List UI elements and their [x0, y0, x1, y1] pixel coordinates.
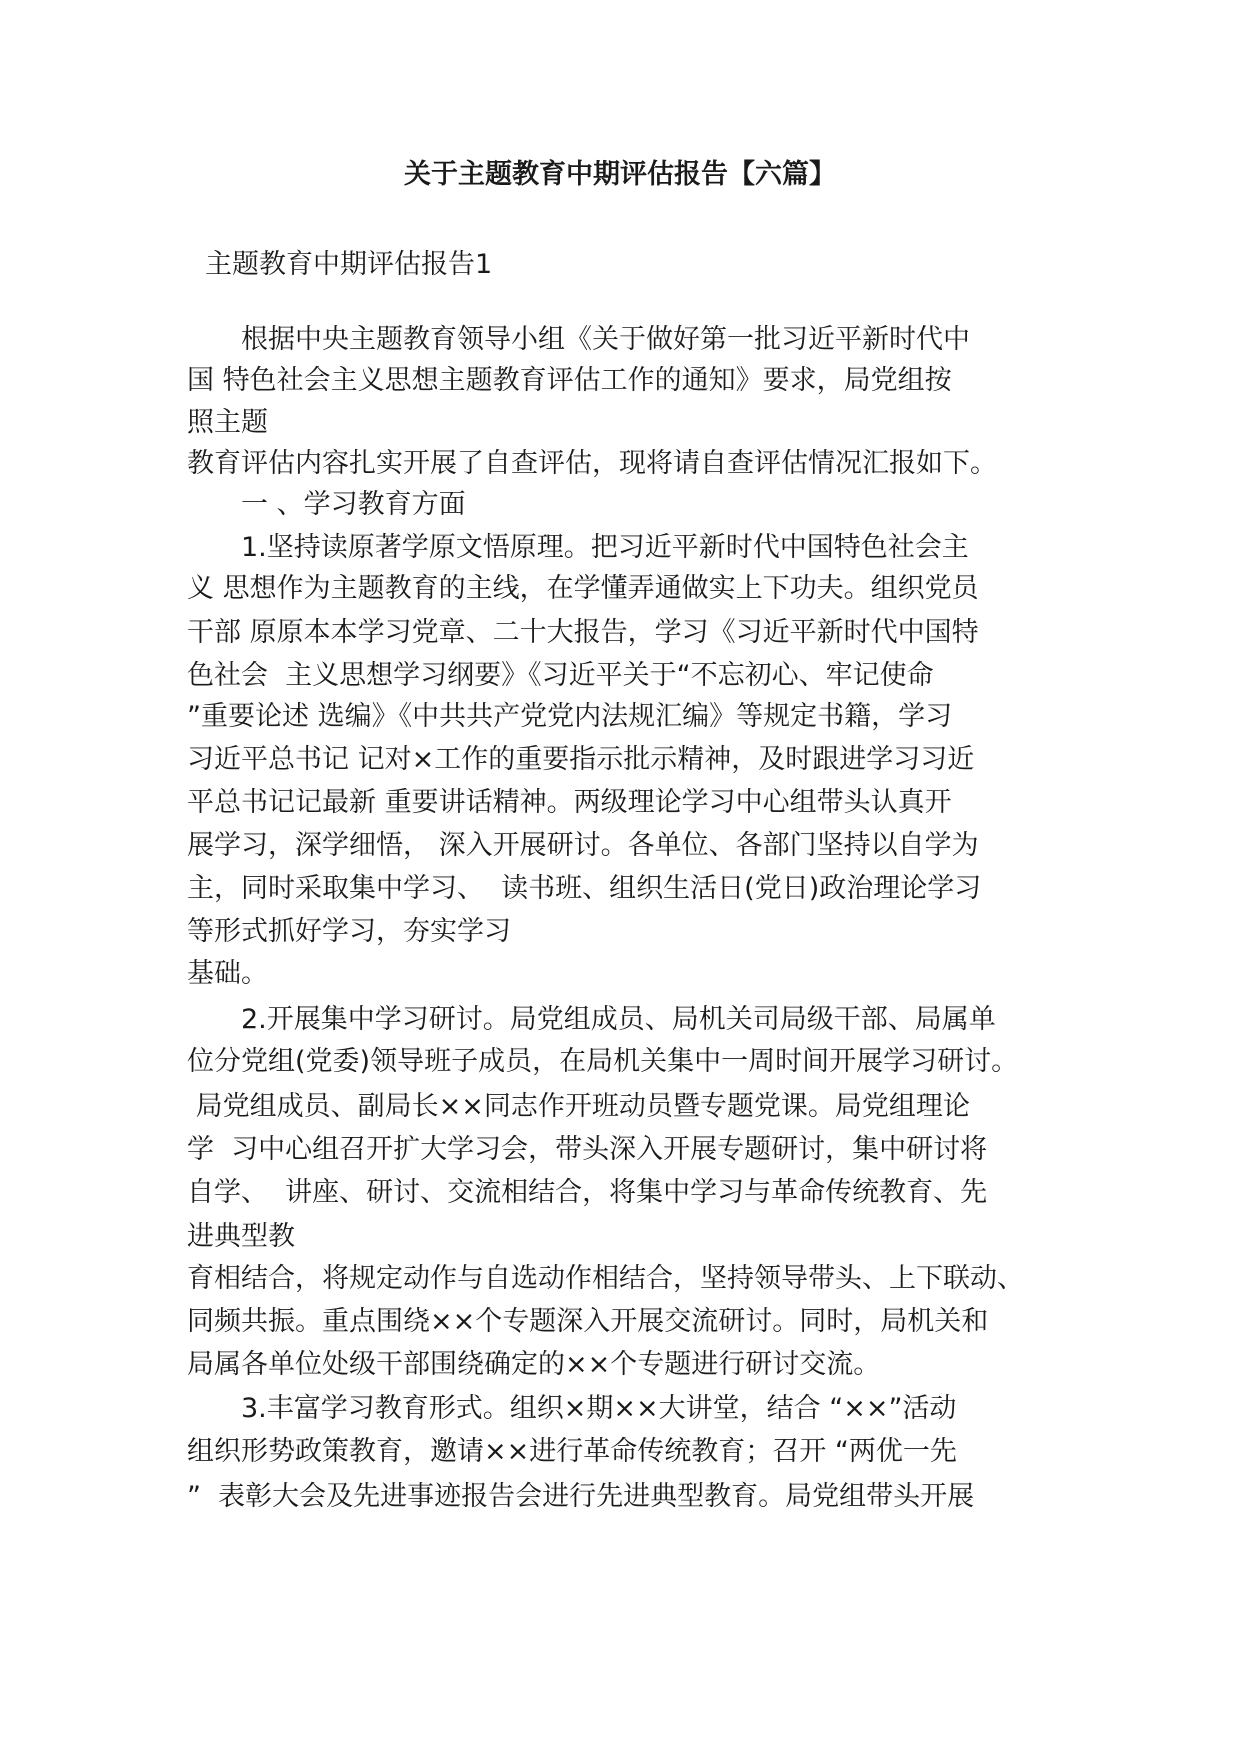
body-line: 主，同时采取集中学习、 读书班、组织生活日(党日)政治理论学习 — [187, 873, 982, 904]
body-line: 照主题 — [187, 407, 268, 438]
body-line: 平总书记记最新 重要讲话精神。两级理论学习中心组带头认真开 — [187, 787, 952, 818]
body-line: 国 特色社会主义思想主题教育评估工作的通知》要求，局党组按 — [187, 365, 952, 396]
body-line: 义 思想作为主题教育的主线，在学懂弄通做实上下功夫。组织党员 — [187, 573, 979, 604]
body-line: 干部 原原本本学习党章、二十大报告，学习《习近平新时代中国特 — [187, 617, 979, 648]
body-line: 进典型教 — [187, 1221, 295, 1252]
body-line: 展学习，深学细悟， 深入开展研讨。各单位、各部门坚持以自学为 — [187, 830, 979, 861]
body-line: 局党组成员、副局长××同志作开班动员暨专题党课。局党组理论 — [187, 1091, 970, 1122]
body-line: 3.丰富学习教育形式。组织×期××大讲堂，结合 “××”活动 — [187, 1393, 957, 1424]
body-line: 根据中央主题教育领导小组《关于做好第一批习近平新时代中 — [187, 324, 970, 355]
body-line: 习近平总书记 记对×工作的重要指示批示精神，及时跟进学习习近 — [187, 744, 975, 775]
body-line: 1.坚持读原著学原文悟原理。把习近平新时代中国特色社会主 — [187, 532, 969, 563]
body-line: 组织形势政策教育，邀请××进行革命传统教育；召开 “两优一先 — [187, 1436, 957, 1467]
body-line: 自学、 讲座、研讨、交流相结合，将集中学习与革命传统教育、先 — [187, 1177, 988, 1208]
body-line: 教育评估内容扎实开展了自查评估，现将请自查评估情况汇报如下。 — [187, 448, 997, 479]
body-line: 同频共振。重点围绕××个专题深入开展交流研讨。同时，局机关和 — [187, 1306, 989, 1337]
body-line: 位分党组(党委)领导班子成员，在局机关集中一周时间开展学习研讨。 — [187, 1046, 1019, 1077]
document-title: 关于主题教育中期评估报告【六篇】 — [404, 159, 836, 190]
body-line: 学 习中心组召开扩大学习会，带头深入开展专题研讨，集中研讨将 — [187, 1134, 988, 1165]
body-line: 育相结合，将规定动作与自选动作相结合，坚持领导带头、上下联动、 — [187, 1263, 1024, 1294]
body-line: 等形式抓好学习，夯实学习 — [187, 916, 511, 947]
body-line: ”重要论述 选编》《中共共产党党内法规汇编》等规定书籍，学习 — [187, 701, 953, 732]
body-line: ” 表彰大会及先进事迹报告会进行先进典型教育。局党组带头开展 — [187, 1481, 975, 1512]
body-line: 一 、学习教育方面 — [187, 489, 466, 520]
body-line: 局属各单位处级干部围绕确定的××个专题进行研讨交流。 — [187, 1349, 881, 1380]
body-line: 2.开展集中学习研讨。局党组成员、局机关司局级干部、局属单 — [187, 1004, 996, 1035]
body-line: 色社会 主义思想学习纲要》《习近平关于“不忘初心、牢记使命 — [187, 660, 934, 691]
body-line: 基础。 — [187, 958, 268, 989]
section-subtitle: 主题教育中期评估报告1 — [205, 249, 493, 280]
